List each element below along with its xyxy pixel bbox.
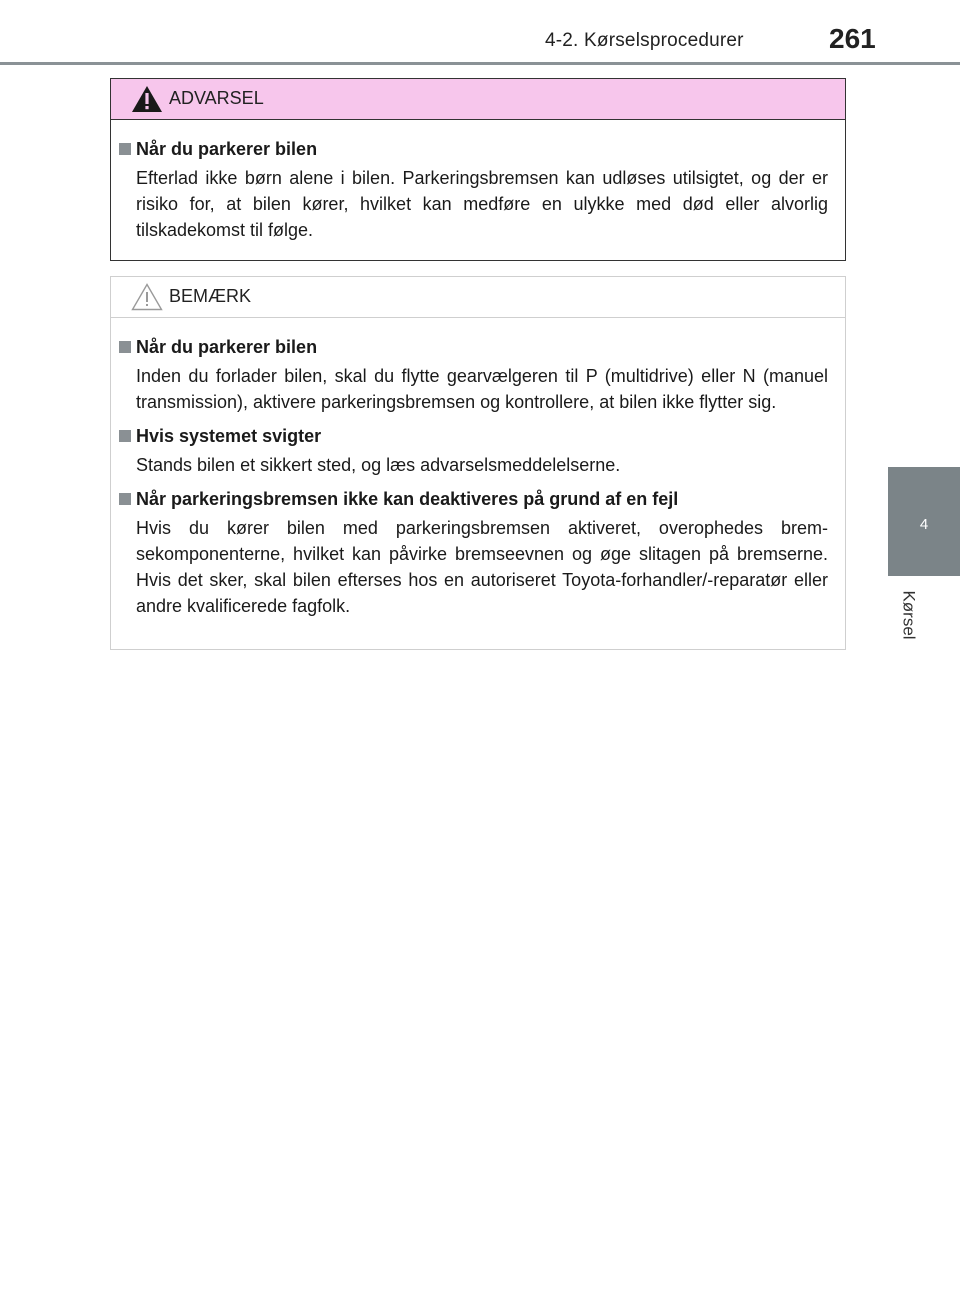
notice-body — [111, 318, 845, 619]
warning-header — [111, 79, 845, 120]
notice-item — [119, 423, 828, 478]
warning-item-text: Efterlad ikke børn alene i bilen. Parkeringsbremsen kan udløses utilsigtet, og der er risiko for, at bilen kører, hvilket kan medføre en ulykke med død eller alvorlig tilskadekomst til følge. — [136, 168, 828, 240]
chapter-name — [889, 580, 929, 650]
notice-label: BEMÆRK — [169, 286, 252, 306]
notice-item-title-text: Når parkeringsbremsen ikke kan deaktiveres på grund af en fejl — [136, 489, 679, 509]
notice-item-title — [119, 423, 828, 449]
notice-item-text: Hvis du kører bilen med parkeringsbremsen aktiveret, overophedes bremsekomponenterne, hvilket kan påvirke bremseevnen og øge slitagen på bremserne. Hvis det sker, skal bilen efterses hos en autoriseret Toyota-forhandler/-reparatør eller andre kvalificerede fagfolk. — [136, 518, 828, 616]
square-bullet-icon — [119, 430, 131, 442]
chapter-number: 4 — [919, 516, 929, 533]
square-bullet-icon — [119, 341, 131, 353]
warning-label: ADVARSEL — [169, 88, 264, 108]
notice-item-text: Stands bilen et sikkert sted, og læs advarselsmeddelelserne. — [136, 455, 621, 475]
caution-triangle-outline-icon — [131, 283, 163, 311]
notice-item — [119, 486, 828, 619]
warning-item — [119, 136, 828, 243]
square-bullet-icon — [119, 143, 131, 155]
warning-box — [110, 78, 846, 261]
notice-item-title — [119, 334, 828, 360]
notice-header — [111, 277, 845, 318]
warning-item-title — [119, 136, 828, 162]
page-number: 261 — [829, 23, 876, 54]
notice-box — [110, 276, 846, 650]
square-bullet-icon — [119, 493, 131, 505]
notice-item — [119, 334, 828, 415]
notice-item-title-text: Hvis systemet svigter — [136, 426, 322, 446]
warning-body — [111, 120, 845, 243]
notice-item-title-text: Når du parkerer bilen — [136, 337, 318, 357]
chapter-name-label: Kørsel — [900, 590, 919, 640]
notice-item-title — [119, 486, 828, 512]
warning-triangle-icon — [131, 85, 163, 113]
section-title: 4-2. Kørselsprocedurer — [545, 30, 744, 51]
header-rule — [0, 62, 960, 65]
warning-item-title-text: Når du parkerer bilen — [136, 139, 318, 159]
notice-item-text: Inden du forlader bilen, skal du flytte gearvælgeren til P (multidrive) eller N (manuel transmission), aktivere parkeringsbremsen og kontrollere, at bilen ikke flytter sig. — [136, 366, 828, 412]
